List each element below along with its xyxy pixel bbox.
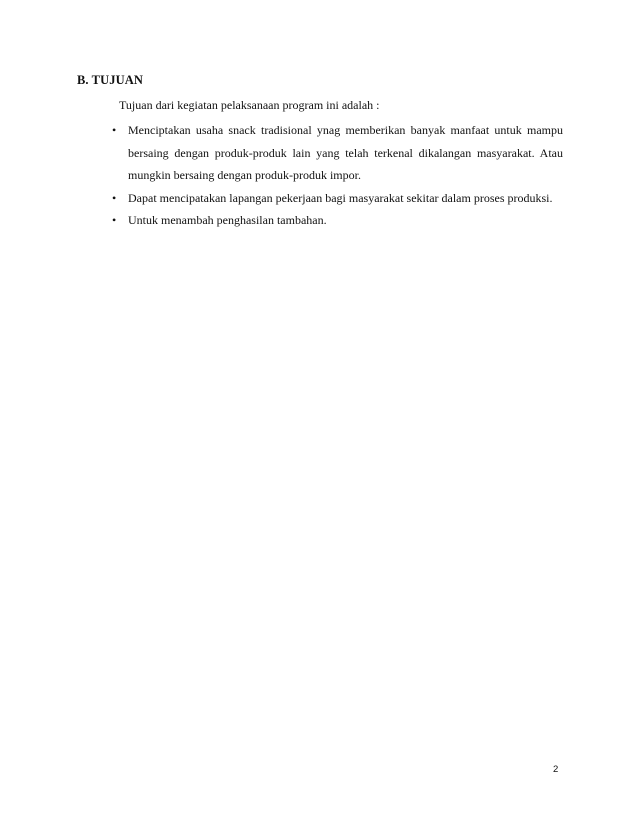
section-heading: B. TUJUAN xyxy=(77,73,143,87)
list-item xyxy=(108,187,563,210)
bullet-list xyxy=(108,119,563,232)
list-item-text: Untuk menambah penghasilan tambahan. xyxy=(128,213,327,227)
list-item-text: Dapat mencipatakan lapangan pekerjaan bagi masyarakat sekitar dalam proses produksi. xyxy=(128,190,553,205)
bullet-icon: • xyxy=(112,123,117,137)
list-item-text: Menciptakan usaha snack tradisional ynag memberikan banyak manfaat untuk mampu bersaing dengan produk-produk lain yang telah terkenal dikalangan masyarakat. Atau mungkin bersaing dengan produk-produk impor. xyxy=(128,123,563,182)
list-item xyxy=(108,209,563,232)
bullet-icon: • xyxy=(112,190,117,205)
bullet-icon: • xyxy=(112,213,117,227)
page-number: 2 xyxy=(553,764,559,775)
list-item xyxy=(108,119,563,187)
intro-paragraph: Tujuan dari kegiatan pelaksanaan program ini adalah : xyxy=(119,98,380,112)
